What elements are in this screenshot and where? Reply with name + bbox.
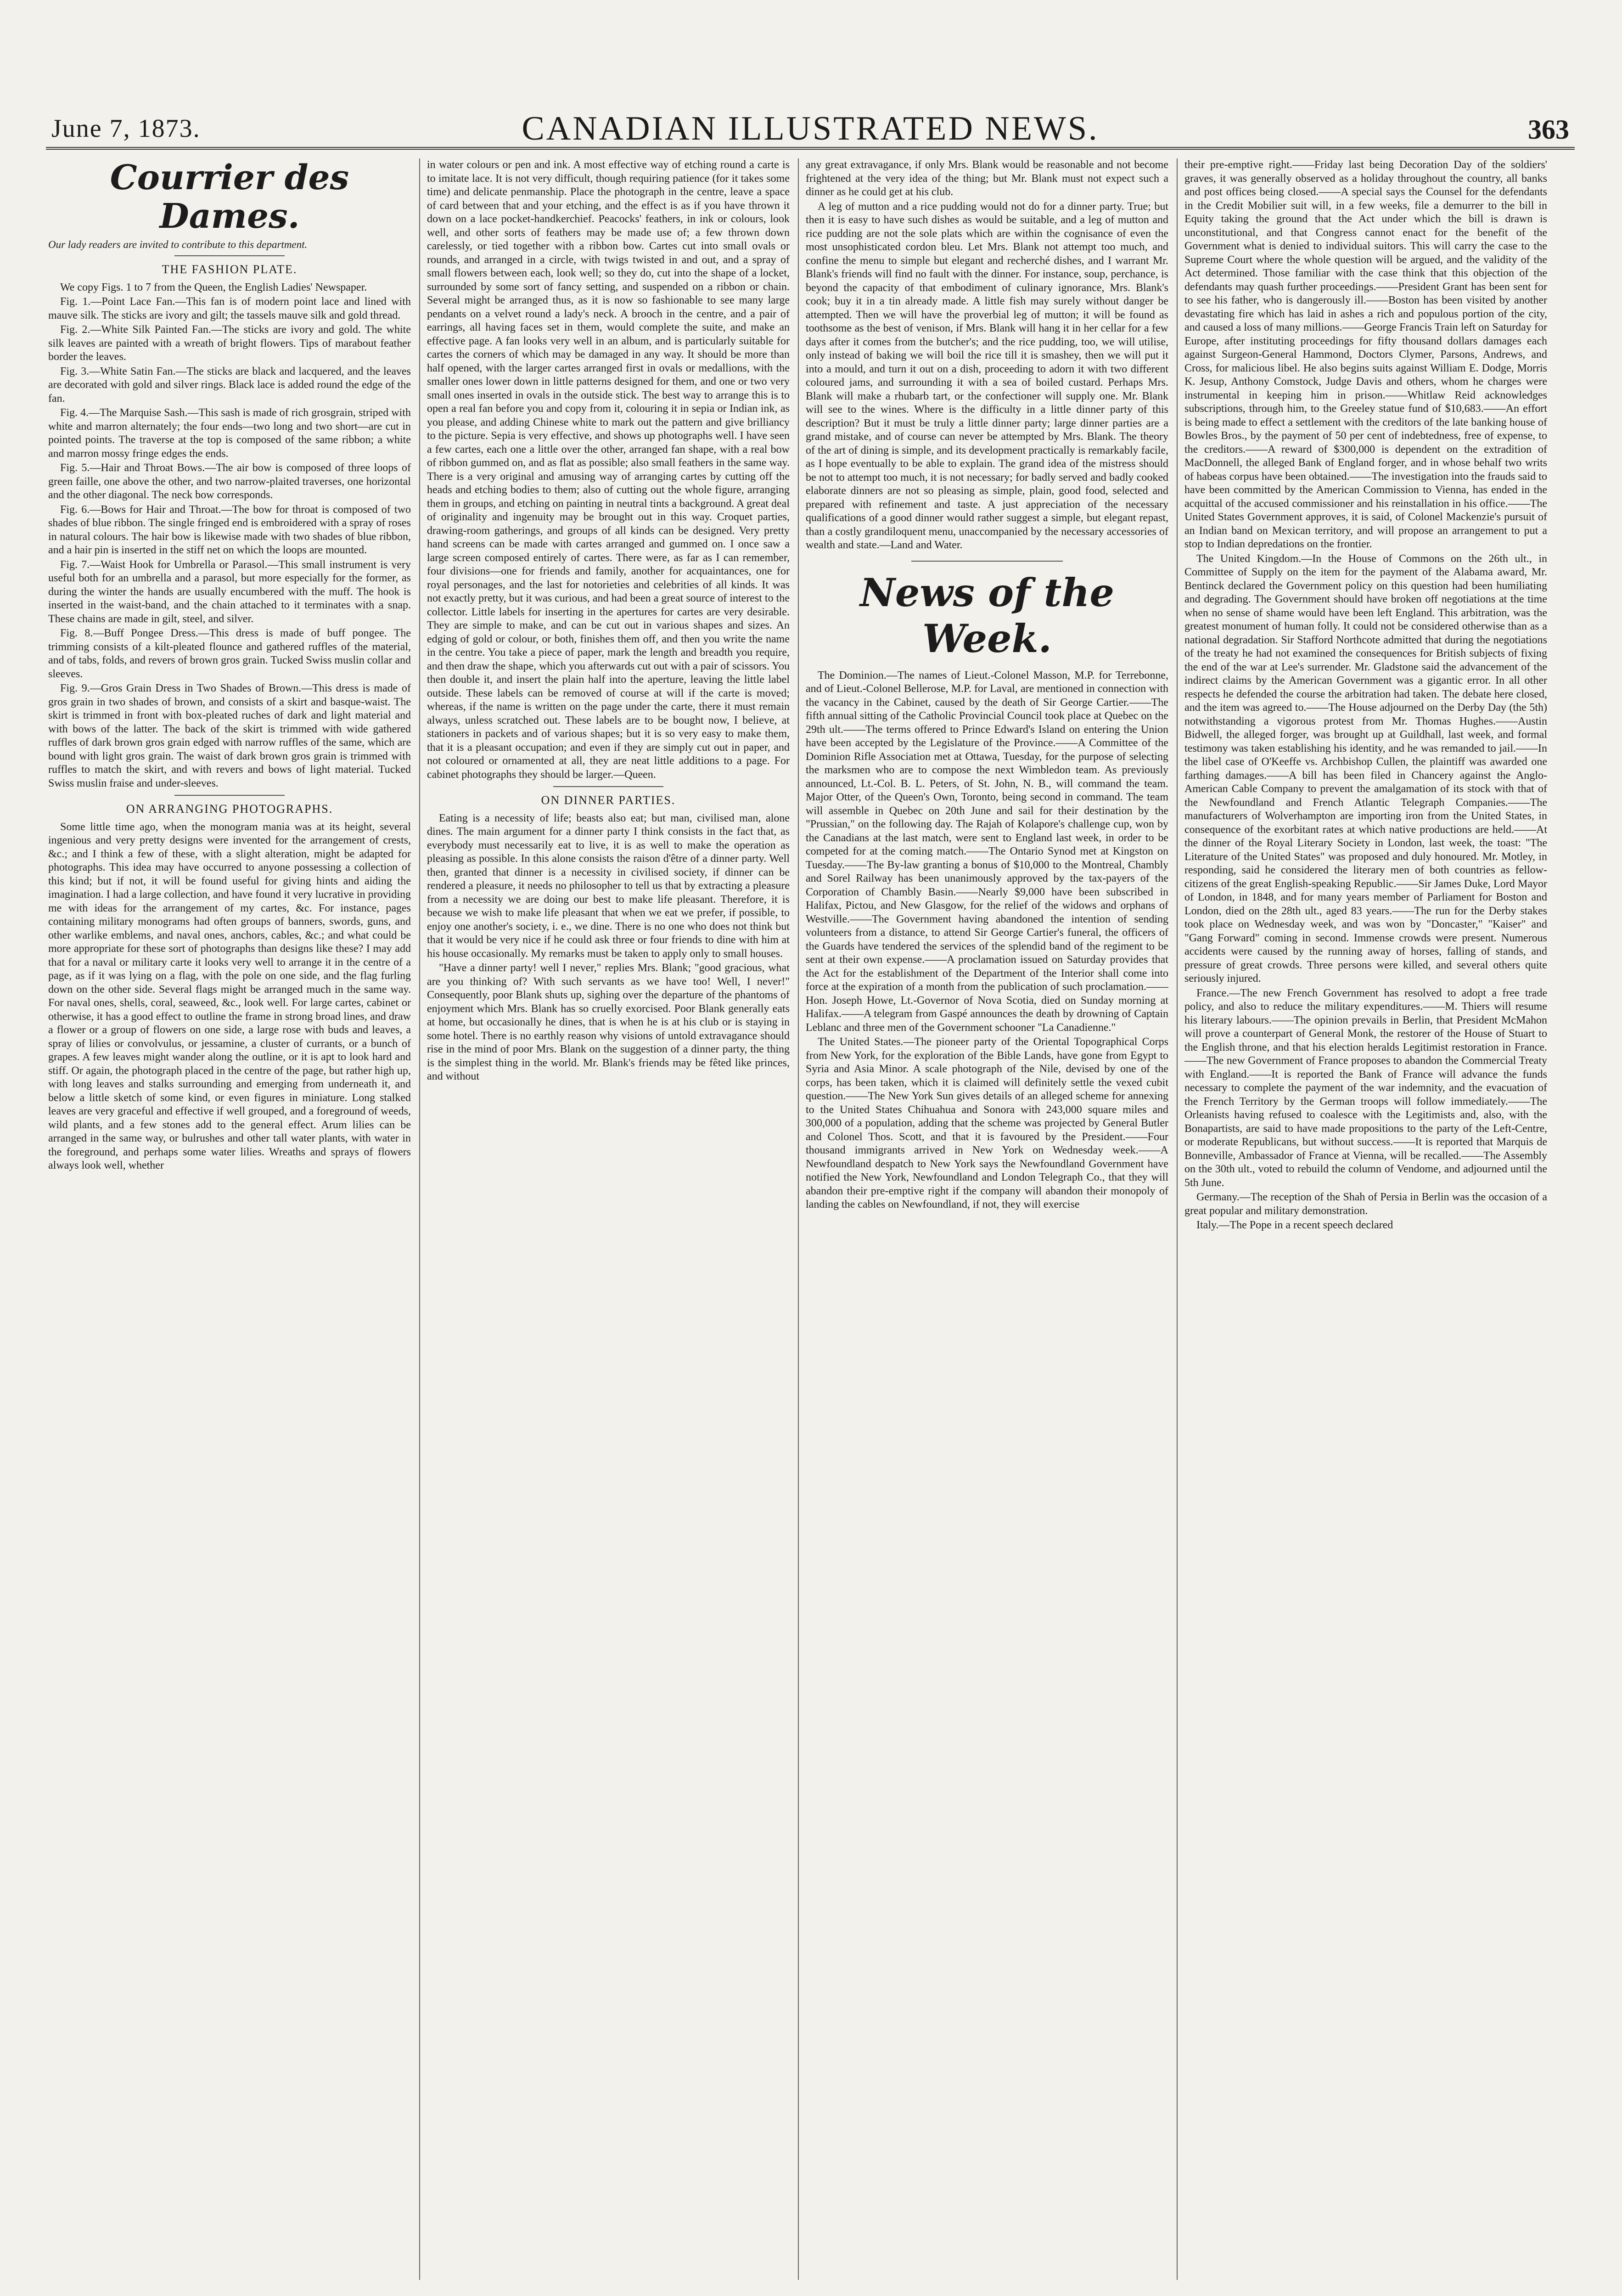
paragraph: A leg of mutton and a rice pudding would not do for a dinner party. True; but then it is easy to have such dishes as would be suitable, and a leg of mutton and rice pudding are not the sole plats which are within the cognisance of even the most unsophisticated cordon bleu. Let Mrs. Blank not attempt too much, and confine the menu to simple but elegant and recherché dishes, and I warrant Mr. Blank's friends will find no fault with the dinner. For instance, soup, perchance, is beyond the capacity of that embodiment of culinary ignorance, Mrs. Blank's cook; buy it in a tin already made. A little fish may surely without danger be attempted. Then we will have the proverbial leg of mutton; it will be found as toothsome as the best of venison, if Mrs. Blank will hang it in her cellar for a few days after it comes from the butcher's; and the rice pudding, too, we will utilise, only instead of baking we will boil the rice till it is smashey, then we will put it into a mould, and turn it out on a dish, proceeding to adorn it with two different coloured jams, and surrounding it with a sea of boiled custard. Perhaps Mrs. Blank will make a rhubarb tart, or the confectioner will supply one. Mr. Blank will see to the wines. Where is the difficulty in a little dinner party of this description? But it must be truly a little dinner party; large dinner parties are a grand mistake, and of course can never be attempted by Mrs. Blank. The theory of the art of dining is simple, and its development practically is remarkably facile, as I hope eventually to be able to explain. The grand idea of the mistress should be not to attempt too much, it is not necessary; for badly served and badly cooked elaborate dinners are not so pleasing as simple, plain, good food, selected and prepared with refinement and taste. A just appreciation of the necessary qualifications of a good dinner would rather suggest a simple, but elegant repast, than a costly grandiloquent menu, unaccompanied by the necessary accessories of wealth and state.—Land and Water. (806, 200, 1168, 551)
courrier-heading: Courrier des Dames. (110, 158, 349, 236)
courrier-note: Our lady readers are invited to contribute to this department. (48, 239, 308, 250)
paragraph: Germany.—The reception of the Shah of Persia in Berlin was the occasion of a great popular and military demonstration. (1184, 1191, 1547, 1217)
paragraph: The United States.—The pioneer party of the Oriental Topographical Corps from New York, for the exploration of the Bible Lands, have gone from Egypt to Syria and Asia Minor. A scale photograph of the Nile, devised by one of the corps, has been taken, which it is claimed will definitely settle the vexed cubit question.——The New York Sun gives details of an alleged scheme for annexing to the United States Chihuahua and Sonora with 243,000 square miles and 300,000 of a population, adding that the scheme was projected by General Butler and Colonel Thos. Scott, and that it is favoured by the President.——Four thousand immigrants arrived in New York on Wednesday week.——A Newfoundland despatch to New York says the Newfoundland Government have notified the New York, Newfoundland and London Telegraph Co., that they will abandon their pre-emptive right if the company will abandon their monopoly of landing the cables on Newfoundland, if not, they will exercise (806, 1036, 1168, 1210)
paragraph: in water colours or pen and ink. A most effective way of etching round a carte is to imitate lace. It is not very difficult, though requiring patience (for it takes some time) and delicate penmanship. Place the photograph in the centre, leave a space of card between that and your etching, and the effect is as if you have thrown it down on a lace pocket-handkerchief. Peacocks' feathers, in ink or colours, look well, and other sorts of feathers may be made use of; a few thrown down carelessly, or tied together with a ribbon bow. Cartes cut into small ovals or rounds, and arranged in a circle, with twigs twisted in and out, and a spray of small flowers between each, look well; so they do, cut into the shape of a locket, surrounded by some sort of fancy setting, and suspended on a ribbon or chain. Several might be arranged thus, as it is now so fashionable to see many large pendants on a velvet round a lady's neck. A brooch in the centre, and a pair of earrings, all having faces set in them, would complete the suite, and make an effective page. A fan looks very well in an album, and is particularly suitable for cartes the corners of which may be damaged in any way. It should be more than half opened, with the larger cartes arranged first in ovals or medallions, with the smaller ones lower down in little patterns designed for them, and one or two very small ones inserted in ovals in the outside stick. The best way to arrange this is to open a real fan before you and copy from it, colouring it in sepia or Indian ink, as you please, and adding Chinese white to mark out the pattern and give brilliancy to the picture. Sepia is very effective, and shows up photographs well. I have seen a few cartes, each one a little over the other, arranged fan shape, with a real bow of ribbon gummed on, and as flat as possible; also small feathers in the same way. There is a very original and amusing way of arranging cartes by cutting off the heads and etching bodies to them; also of cutting out the whole figure, arranging them in groups, and etching on painting in neutral tints a background. A great deal of originality and ingenuity may be brought out in this way. Croquet parties, drawing-room gatherings, and groups of all kinds can be designed. Very pretty hand screens can be made with cartes arranged and gummed on. I once saw a large screen composed entirely of cartes. There were, as far as I can remember, four divisions—one for friends and family, another for acquaintances, one for royal personages, and the last for notorieties and celebrities of all kinds. It was not exactly pretty, but it was curious, and had been a great source of interest to the collector. Little labels for inserting in the apertures for cartes are very desirable. They are simple to make, and can be cut out in various shapes and sizes. An edging of gold or colour, or both, finishes them off, and then you write the name in the centre. You take a piece of paper, mark the length and breadth you require, and then draw the shape, which you afterwards cut out with a pair of scissors. You then double it, and insert the plain half into the aperture, leaving the little label outside. These labels can be removed of course at will if the carte is moved; whereas, if the name is written on the page under the carte, there it must remain always, unless scratched out. These labels are to be bought now, I believe, at stationers in packets and of various shapes; but it is so very easy to make them, that it is a pleasant occupation; and even if they are simply cut out in paper, and not coloured or ornamented at all, they are neat little additions to a page. For cabinet photographs they should be larger.—Queen. (427, 159, 790, 781)
column-rule (419, 158, 420, 2280)
paragraph: any great extravagance, if only Mrs. Blank would be reasonable and not become frightened at the very idea of the thing; but Mr. Blank must not expect such a dinner as he could get at his club. (806, 159, 1168, 198)
news-of-the-week-heading: News of the Week. (860, 569, 1114, 661)
paragraph: Italy.—The Pope in a recent speech declared (1196, 1219, 1393, 1231)
paragraph: Fig. 4.—The Marquise Sash.—This sash is made of rich grosgrain, striped with white and marron alternately; the four ends—two long and two short—are cut in pointed points. The traverse at the top is composed of the same ribbon; a white and marron mossy fringe edges the ends. (48, 407, 411, 460)
paragraph: Fig. 9.—Gros Grain Dress in Two Shades of Brown.—This dress is made of gros grain in two shades of brown, and consists of a skirt and basque-waist. The skirt is trimmed in front with box-pleated ruches of dark and light material and with bows of the latter. The back of the skirt is trimmed with wide gathered ruffles of dark brown gros grain edged with narrow ruffles of the same, which are bound with light gros grain. The waist of dark brown gros grain is trimmed with ruffles to match the skirt, and with revers and bows of light material. Tucked Swiss muslin fraise and under-sleeves. (48, 682, 411, 789)
photographs-title: ON ARRANGING PHOTOGRAPHS. (126, 802, 333, 816)
paragraph: Fig. 8.—Buff Pongee Dress.—This dress is made of buff pongee. The trimming consists of a kilt-pleated flounce and gathered ruffles of the material, and of tabs, folds, and revers of brown gros grain. Tucked Swiss muslin collar and sleeves. (48, 627, 411, 680)
paragraph: Eating is a necessity of life; beasts also eat; but man, civilised man, alone dines. The main argument for a dinner party I think consists in the fact that, as everybody must necessarily eat to live, it is as well to make the operation as pleasing as possible. In this alone consists the raison d'être of a dinner party. Well then, granted that dinner is a necessity in civilised society, if dinner can be rendered a pleasure, it needs no philosopher to tell us that by extracting a pleasure from a necessity we are doing our best to make life pleasant. Therefore, it is because we wish to make life pleasant that when we eat we prefer, if possible, to enjoy one another's society, i. e., we dine. There is no one who does not think but that it would be very nice if he could ask three or four friends to dine with him at his house occasionally. My remarks must be taken to apply only to small houses. (427, 812, 790, 960)
issue-date: June 7, 1873. (51, 114, 201, 143)
paragraph: "Have a dinner party! well I never," replies Mrs. Blank; "good gracious, what are you thinking of? With such servants as we have too! Well, I never!" Consequently, poor Blank shuts up, sighing over the departure of the phantoms of enjoyment which Mrs. Blank has so cruelly exorcised. Poor Blank generally eats at home, but occasionally he dines, that is when he is at his club or is staying in some hotel. There is no earthly reason why visions of untold extravagance should rise in the mind of poor Mrs. Blank on the suggestion of a dinner party, the thing is the simplest thing in the world. Mr. Blank's friends may be fêted like princes, and without (427, 962, 790, 1082)
column-4 (1184, 158, 1547, 2289)
paragraph: France.—The new French Government has resolved to adopt a free trade policy, and also to reduce the military expenditures.——M. Thiers will resume his literary labours.——The opinion prevails in Berlin, that President McMahon will prove a counterpart of General Monk, the restorer of the House of Stuart to the English throne, and that his election heralds Legitimist restoration in France.——The new Government of France proposes to abandon the Commercial Treaty with England.——It is reported the Bank of France will advance the funds necessary to complete the payment of the war indemnity, and the evacuation of the French Territory by the German troops will follow immediately.——The Orleanists having refused to coalesce with the Legitimists and, also, with the Bonapartists, are said to have made propositions to the party of the Left-Centre, or moderate Republicans, but without success.——It is reported that Marquis de Bonneville, Ambassador of France at Vienna, will be recalled.——The Assembly on the 30th ult., voted to rebuild the column of Vendome, and adjourned until the 5th June. (1184, 987, 1547, 1189)
paragraph: We copy Figs. 1 to 7 from the Queen, the English Ladies' Newspaper. (60, 281, 367, 293)
column-3 (806, 158, 1168, 2289)
column-rule (1177, 158, 1178, 2280)
divider (174, 255, 285, 256)
paragraph: Fig. 3.—White Satin Fan.—The sticks are black and lacquered, and the leaves are decorated with gold and silver rings. Black lace is added round the edge of the fan. (48, 365, 411, 405)
paragraph: Fig. 6.—Bows for Hair and Throat.—The bow for throat is composed of two shades of blue ribbon. The single fringed end is embroidered with a spray of roses in natural colours. The hair bow is likewise made with two shades of blue ribbon, and a hair pin is inserted in the stiff net on which the loops are mounted. (48, 503, 411, 556)
paragraph: their pre-emptive right.——Friday last being Decoration Day of the soldiers' graves, it was generally observed as a holiday throughout the country, all banks and post offices being closed.——A special says the Counsel for the defendants in the Credit Mobilier suit will, in a few weeks, file a demurrer to the bill in Equity taking the ground that the Act under which the bill is drawn is unconstitutional, and that Congress cannot enact for the benefit of the Government what is denied to individual suitors. This will carry the case to the Supreme Court where the whole question will be argued, and the validity of the Act determined. Those familiar with the case think that this objection of the defendants may quash further proceedings.——President Grant has been sent for to see his father, who is dangerously ill.——Boston has been visited by another devastating fire which has laid in ashes a rich and populous portion of the city, and caused a loss of many millions.——George Francis Train left on Saturday for Europe, after instituting proceedings for fifty thousand dollars damages each against Surgeon-General Hammond, Doctors Clymer, Parsons, Andrews, and Cross, for malicious libel. He also begins suits against William E. Dodge, Morris K. Jesup, Anthony Comstock, Judge Davis and others, whom he charges were instrumental in keeping him in prison.——Whitlaw Reid acknowledges subscriptions, through him, to the Greeley statue fund of $10,683.——An effort is being made to effect a settlement with the creditors of the late banking house of Bowles Bros., by the payment of 50 per cent of indebtedness, free of expense, to the creditors.——A reward of $300,000 is dependent on the extradition of MacDonnell, the alleged Bank of England forger, and in whose behalf two writs of habeas corpus have been obtained.——The investigation into the frauds said to have been committed by the American Commission to Vienna, has ended in the acquittal of the accused commissioner and his reinstallation in his office.——The United States Government approves, it is said, of Colonel Mackenzie's pursuit of an Indian band on Mexican territory, and will propose an arrangement to put a stop to Indian depredations on the frontier. (1184, 159, 1547, 550)
paragraph: Fig. 5.—Hair and Throat Bows.—The air bow is composed of three loops of green faille, one above the other, and two narrow-plaited traverses, one horizontal and the other diagonal. The neck bow corresponds. (48, 462, 411, 501)
column-1 (48, 158, 411, 2289)
dinner-parties-title: ON DINNER PARTIES. (541, 793, 676, 807)
divider (174, 795, 285, 796)
fashion-plate-title: THE FASHION PLATE. (162, 263, 297, 276)
paragraph: The Dominion.—The names of Lieut.-Colonel Masson, M.P. for Terrebonne, and of Lieut.-Colonel Bellerose, M.P. for Laval, are mentioned in connection with the vacancy in the Cabinet, caused by the death of Sir George Cartier.——The fifth annual sitting of the Catholic Provincial Council took place at Quebec on the 29th ult.——The terms offered to Prince Edward's Island on entering the Union have been accepted by the Legislature of the Province.——A Committee of the Dominion Rifle Association met at Ottawa, Tuesday, for the purpose of selecting the marksmen who are to compose the next Wimbledon team. As previously announced, Lt.-Col. B. L. Peters, of St. John, N. B., will command the team. Major Otter, of the Queen's Own, Toronto, being second in command. The team will assemble in Quebec on 20th June and sail for their destination by the "Prussian," on the following day. The Rajah of Kolapore's challenge cup, won by the Canadians at the last match, were sent to England last week, in order to be competed for at the coming match.——The Ontario Synod met at Kingston on Tuesday.——The By-law granting a bonus of $10,000 to the Montreal, Chambly and Sorel Railway has been unanimously approved by the tax-payers of the Corporation of Chambly Basin.——Nearly $9,000 have been subscribed in Halifax, Pictou, and New Glasgow, for the relief of the widows and orphans of Westville.——The Government having abandoned the intention of sending volunteers from a distance, to attend Sir George Cartier's funeral, the officers of the Guards have tendered the services of the splendid band of the regiment to be sent at their own expense.——A proclamation issued on Saturday provides that the Act for the establishment of the Department of the Interior shall come into force at the expiration of a month from the publication of such proclamation.——Hon. Joseph Howe, Lt.-Governor of Nova Scotia, died on Sunday morning at Halifax.——A telegram from Gaspé announces the death by drowning of Captain Leblanc and three men of the Government schooner "La Canadienne." (806, 669, 1168, 1034)
paragraph: Fig. 7.—Waist Hook for Umbrella or Parasol.—This small instrument is very useful both for an umbrella and a parasol, but more especially for the former, as during the winter the hands are usually encumbered with the muff. The hook is inserted in the waist-band, and the chain attached to it terminates with a snap. These chains are made in gilt, steel, and silver. (48, 558, 411, 625)
masthead (46, 106, 1575, 150)
newspaper-title: CANADIAN ILLUSTRATED NEWS. (522, 110, 1099, 147)
page-number: 363 (1528, 114, 1569, 145)
column-2 (427, 158, 790, 2289)
divider (553, 786, 663, 787)
paragraph: Some little time ago, when the monogram mania was at its height, several ingenious and very pretty designs were invented for the arrangement of crests, &c.; and I think a few of these, with a slight alteration, might be adapted for photographs. This idea may have occurred to anyone possessing a collection of this kind; but if not, it will be found useful for giving hints and aiding the imagination. I had a large collection, and have found it very lucrative in providing me with ideas for the arrangement of my cartes, &c. For instance, pages containing military monograms had often groups of banners, swords, guns, and other warlike emblems, and naval ones, anchors, cables, &c.; and what could be more appropriate for these sort of photographs than designs like these? I may add that for a naval or military carte it looks very well to arrange it in the centre of a page, as if it was lying on a flag, with the pole on one side, and the flag furling down on the other side. Several flags might be arranged much in the same way. For naval ones, shells, coral, seaweed, &c., look well. For large cartes, cabinet or otherwise, it has a good effect to outline the frame in strong broad lines, and draw a flower or a group of flowers on one side, a large rose with buds and leaves, a spray of lilies or convolvulus, or jessamine, a cluster of currants, or a bunch of grapes. A few leaves might wander along the outline, or it is apt to look hard and stiff. Or again, the photograph placed in the centre of the page, but rather high up, with long leaves and stalks surrounding and emerging from underneath it, and below a little sketch of some kind, or even figures in miniature. Long stalked leaves are very graceful and effective if well grouped, and a foreground of weeds, wild plants, and a few stones add to the general effect. Arum lilies can be arranged in the same way, or bulrushes and other tall water plants, with water in the foreground, and perhaps some water lilies. Wreaths and sprays of flowers always look well, whether (48, 821, 411, 1171)
paragraph: The United Kingdom.—In the House of Commons on the 26th ult., in Committee of Supply on the item for the payment of the Alabama award, Mr. Bentinck declared the Government policy on this question had been humiliating and degrading. The Government should have broken off negotiations at the time when no sense of shame would have been left England. This arbitration, was the greatest monument of human folly. It could not be considered otherwise than as a national degradation. Sir Stafford Northcote admitted that during the negotiations of the treaty he had not examined the consequences for British subjects of fixing the end of the war at Lee's surrender. Mr. Gladstone said the advancement of the indirect claims by the American Government was a gigantic error. In all other respects he defended the course the arbitration had taken. The debate here closed, and the item was agreed to.——The House adjourned on the Derby Day (the 5th) notwithstanding a vigorous protest from Mr. Thomas Hughes.——Austin Bidwell, the alleged forger, was brought up at Guildhall, last week, and formal testimony was taken establishing his identity, and he was remanded to jail.——In the libel case of O'Keeffe vs. Archbishop Cullen, the plaintiff was awarded one farthing damages.——A bill has been filed in Chancery against the Anglo-American Cable Company to prevent the amalgamation of its stock with that of the Newfoundland and French Atlantic Telegraph Companies.——The manufacturers of Wolverhampton are importing iron from the United States, in consequence of the exorbitant rates at which native productions are held.——At the dinner of the Royal Literary Society in London, last week, the toast: "The Literature of the United States" was proposed and duly honoured. Mr. Motley, in responding, said he considered the literary men of both countries as fellow-citizens of the great English-speaking Republic.——Sir James Duke, Lord Mayor of London, in 1848, and for many years member of Parliament for Boston and London, died on the 28th ult., aged 83 years.——The run for the Derby stakes took place on Wednesday week, and was won by "Doncaster," "Kaiser" and "Gang Forward" coming in second. Immense crowds were present. Numerous accidents were caused by the running away of horses, falling of stands, and pressure of great crowds. Three persons were killed, and several others quite seriously injured. (1184, 552, 1547, 985)
paragraph: Fig. 2.—White Silk Painted Fan.—The sticks are ivory and gold. The white silk leaves are painted with a wreath of bright flowers. Tips of marabout feather border the leaves. (48, 324, 411, 363)
column-rule (798, 158, 799, 2280)
divider (911, 561, 1063, 562)
paragraph: Fig. 1.—Point Lace Fan.—This fan is of modern point lace and lined with mauve silk. The sticks are ivory and gilt; the tassels mauve silk and gold thread. (48, 296, 411, 321)
